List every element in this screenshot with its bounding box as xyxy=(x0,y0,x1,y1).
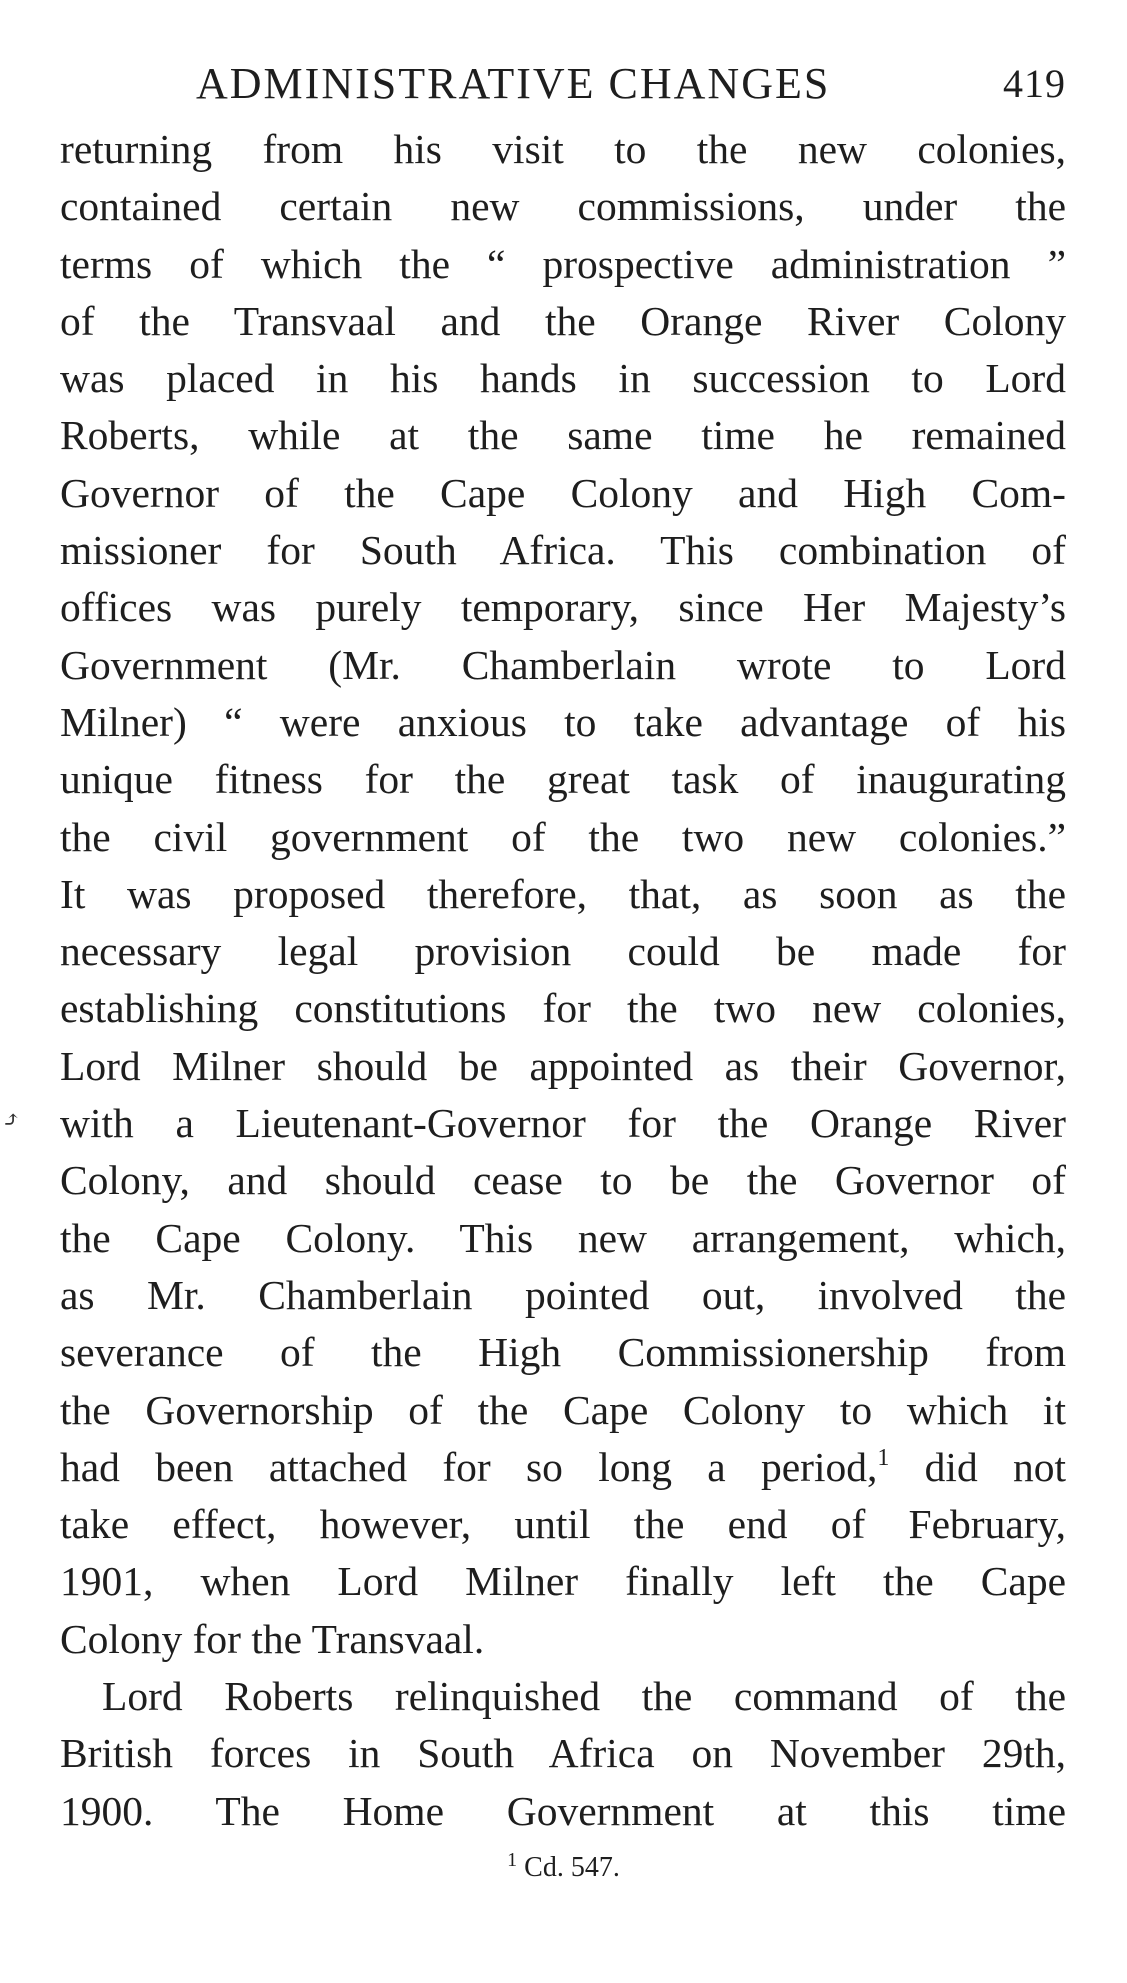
text-line: severance of the High Commissionership from xyxy=(60,1329,1066,1376)
footnote-marker: 1 xyxy=(507,1849,518,1871)
footnote-reference: 1 xyxy=(877,1444,890,1471)
text-line: of the Transvaal and the Orange River Colony xyxy=(60,297,1066,344)
text-line: returning from his visit to the new colonies, xyxy=(60,126,1066,172)
margin-ink-mark: ⤴ xyxy=(2,1107,21,1132)
text-line: unique fitness for the great task of inaugurating xyxy=(60,756,1066,803)
text-line: Colony for the Transvaal. xyxy=(60,1615,485,1662)
text-line: 1901, when Lord Milner finally left the Cape xyxy=(60,1558,1066,1605)
text-line: terms of which the “ prospective administration ” xyxy=(60,240,1066,287)
text-line: Lord Roberts relinquished the command of the xyxy=(102,1673,1066,1720)
running-title: ADMINISTRATIVE CHANGES xyxy=(196,59,831,108)
text-line: Colony, and should cease to be the Governor of xyxy=(60,1157,1066,1204)
text-line: 1900. The Home Government at this time xyxy=(60,1787,1066,1834)
text-line: contained certain new commissions, under the xyxy=(60,183,1066,230)
text-line: Lord Milner should be appointed as their Governor, xyxy=(60,1042,1066,1089)
text-line: It was proposed therefore, that, as soon as the xyxy=(60,870,1066,917)
text-line: offices was purely temporary, since Her Majesty’s xyxy=(60,584,1066,631)
text-line: Milner) “ were anxious to take advantage of his xyxy=(60,698,1066,745)
text-line: missioner for South Africa. This combination of xyxy=(60,527,1066,574)
text-line: necessary legal provision could be made for xyxy=(60,928,1066,975)
text-line xyxy=(60,1439,1066,1496)
text-line: Government (Mr. Chamberlain wrote to Lord xyxy=(60,641,1066,688)
text-line: British forces in South Africa on November 29th, xyxy=(60,1730,1066,1777)
paragraph-tail xyxy=(60,1496,1066,1668)
paragraph xyxy=(60,121,1066,1439)
text-line: establishing constitutions for the two new colonies, xyxy=(60,985,1066,1032)
body-text xyxy=(60,121,1066,1840)
text-line: as Mr. Chamberlain pointed out, involved the xyxy=(60,1271,1066,1318)
running-head xyxy=(60,54,1066,114)
text-line: the Cape Colony. This new arrangement, which, xyxy=(60,1214,1066,1261)
text-line-segment: had been attached for so long a period, xyxy=(60,1443,878,1490)
text-line: take effect, however, until the end of February, xyxy=(60,1501,1066,1548)
text-line-segment: did not xyxy=(889,1443,1067,1490)
text-line: with a Lieutenant-Governor for the Orange River xyxy=(60,1100,1066,1147)
text-line: Governor of the Cape Colony and High Com- xyxy=(60,469,1066,516)
text-line: was placed in his hands in succession to Lord xyxy=(60,355,1066,402)
page-number: 419 xyxy=(1003,61,1066,106)
footnote xyxy=(0,1850,1127,1886)
text-line: the Governorship of the Cape Colony to which it xyxy=(60,1386,1066,1433)
footnote-text: Cd. 547. xyxy=(517,1852,620,1883)
paragraph xyxy=(60,1668,1066,1840)
text-line: Roberts, while at the same time he remained xyxy=(60,412,1066,459)
text-line: the civil government of the two new colonies.” xyxy=(60,813,1066,860)
